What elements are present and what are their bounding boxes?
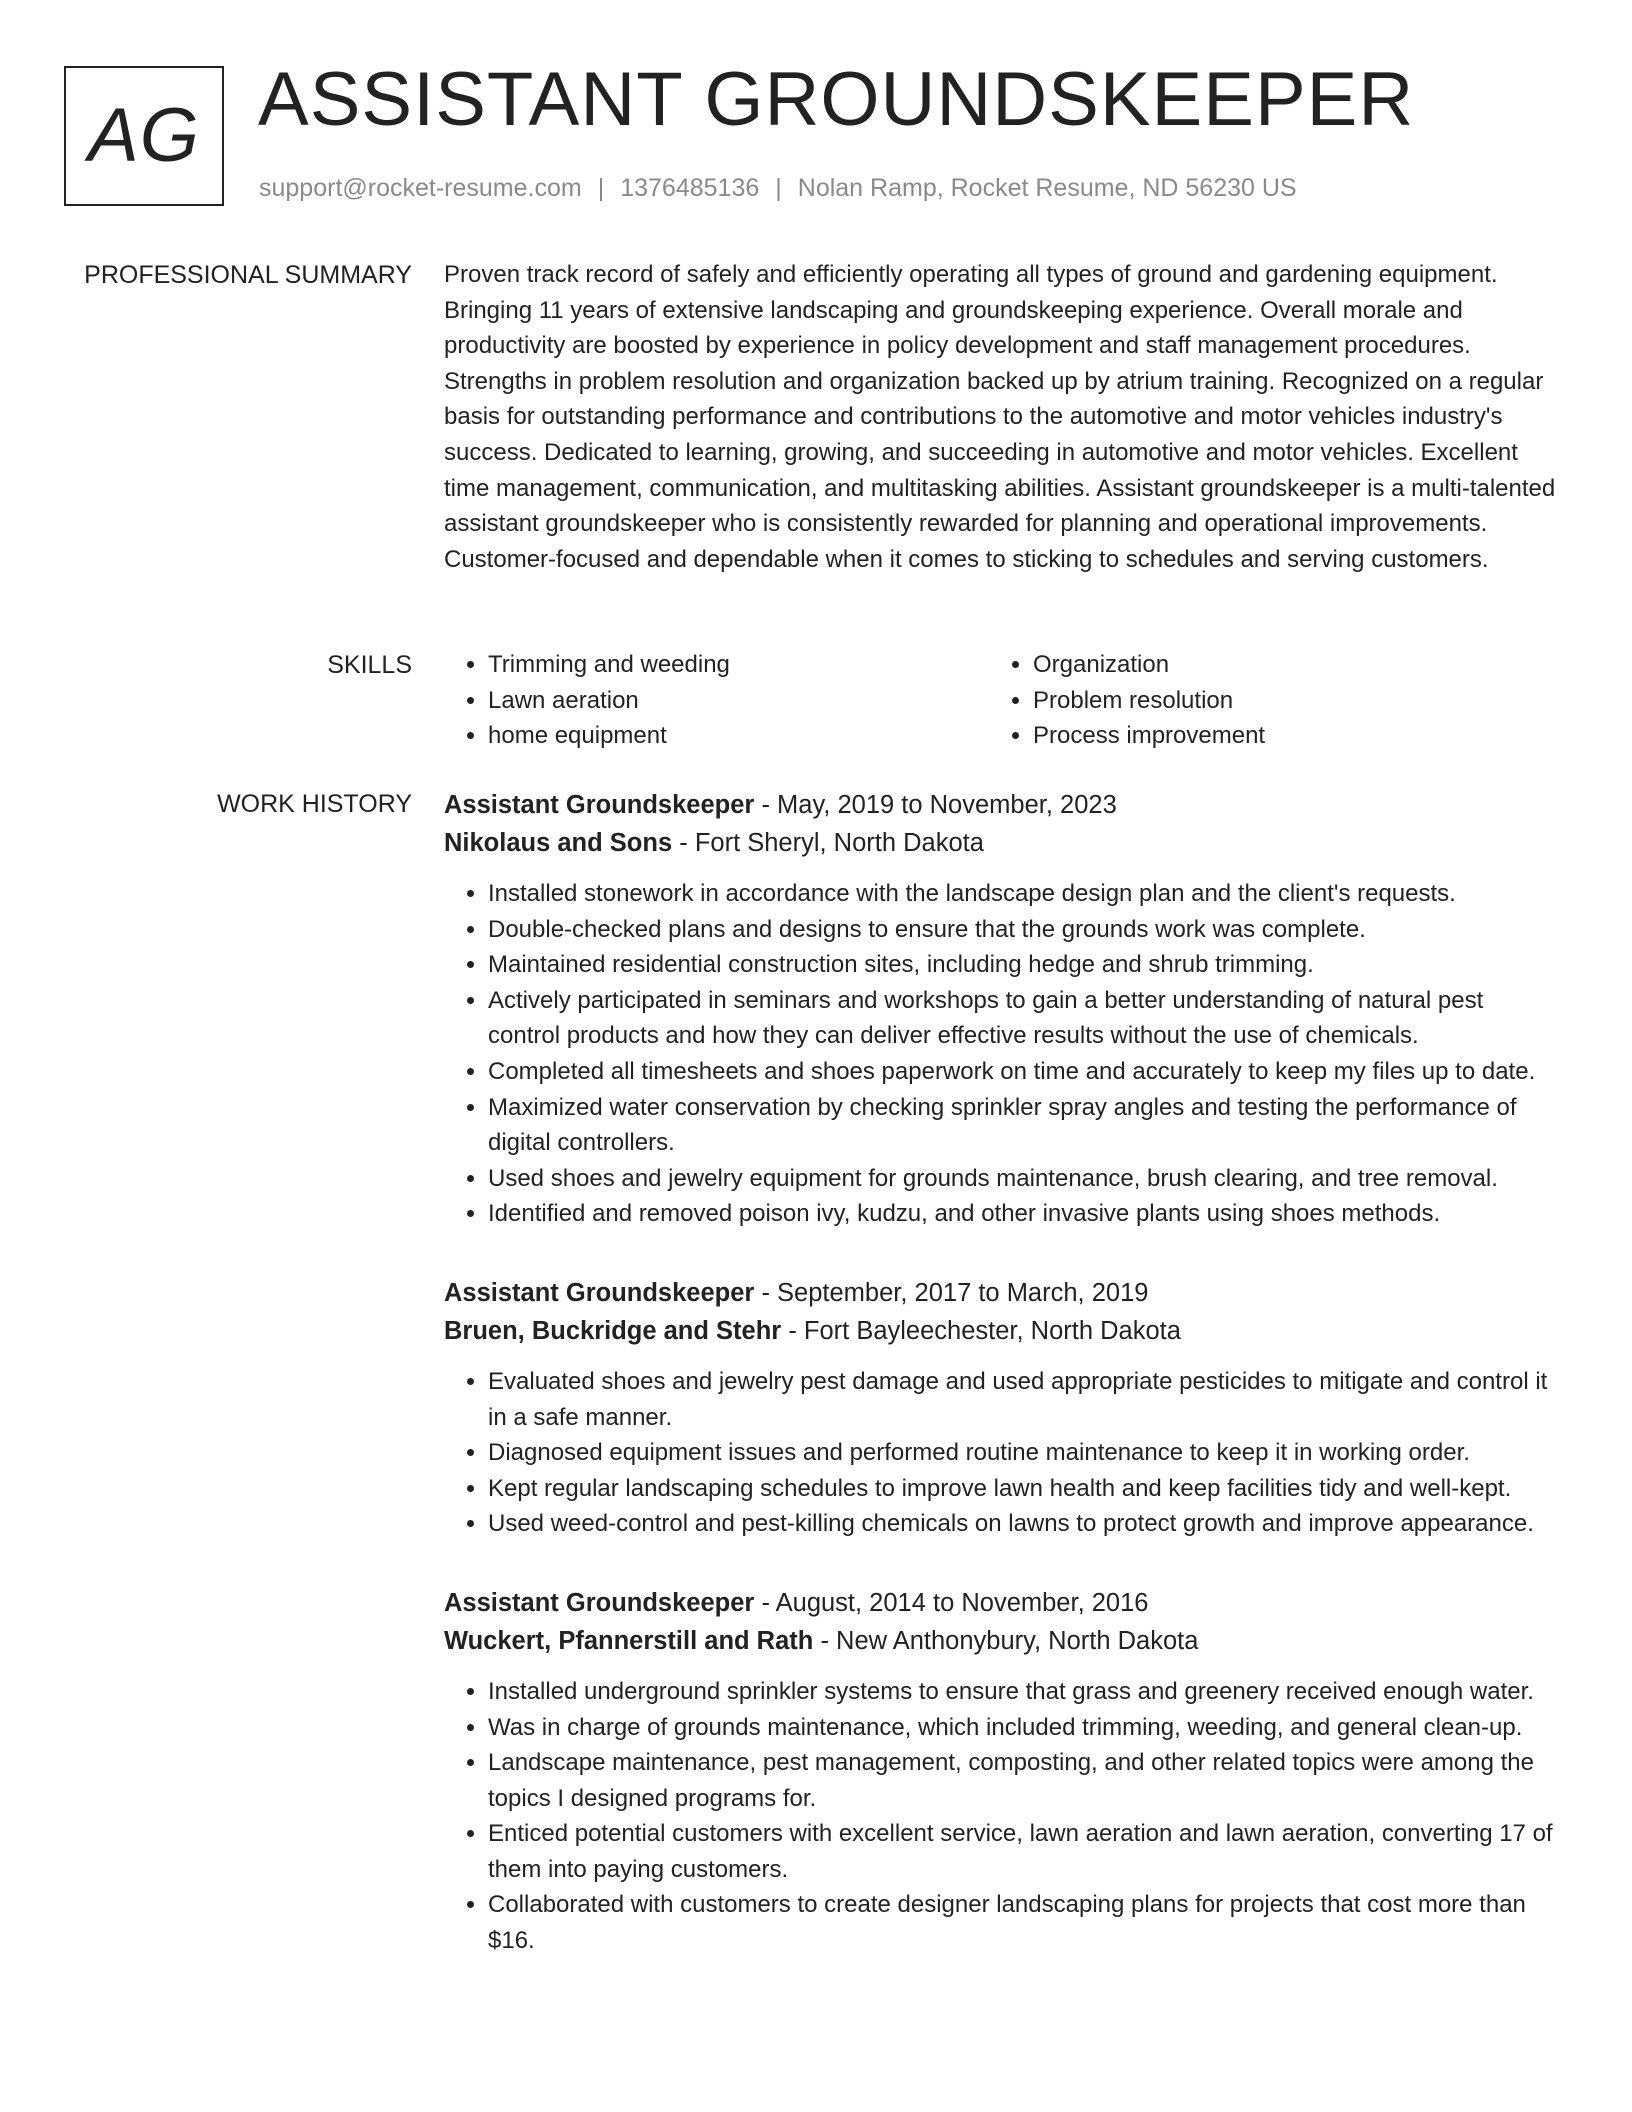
job-bullet: • Used weed-control and pest-killing chemicals on lawns to protect growth and improve appearance.	[488, 1506, 1556, 1542]
monogram-box	[64, 66, 224, 206]
job-bullet: • Double-checked plans and designs to ensure that the grounds work was complete.	[488, 912, 1556, 948]
job-entry	[444, 1584, 1556, 1959]
contact-email: support@rocket-resume.com	[259, 174, 582, 202]
summary-body	[444, 257, 1556, 577]
contact-line	[259, 174, 1297, 203]
job-bullet: • Enticed potential customers with excellent service, lawn aeration and lawn aeration, converting 17 of them into paying customers.	[488, 1816, 1556, 1887]
job-bullet: • Landscape maintenance, pest management, composting, and other related topics were among the topics I designed programs for.	[488, 1745, 1556, 1816]
job-bullet: • Kept regular landscaping schedules to improve lawn health and keep facilities tidy and well-kept.	[488, 1471, 1556, 1507]
job-bullets	[444, 876, 1556, 1232]
job-bullet: • Installed stonework in accordance with the landscape design plan and the client's requests.	[488, 876, 1556, 912]
job-company-line: Nikolaus and Sons - Fort Sheryl, North Dakota	[444, 829, 984, 857]
skill-item: • Problem resolution	[1033, 683, 1534, 719]
job-bullet: • Maximized water conservation by checking sprinkler spray angles and testing the performance of digital controllers.	[488, 1090, 1556, 1161]
job-title: Assistant Groundskeeper	[444, 1588, 755, 1617]
resume-title: ASSISTANT GROUNDSKEEPER	[258, 57, 1415, 142]
job-bullets	[444, 1674, 1556, 1959]
job-bullet: • Evaluated shoes and jewelry pest damage and used appropriate pesticides to mitigate and control it in a safe manner.	[488, 1364, 1556, 1435]
job-dates: September, 2017 to March, 2019	[777, 1278, 1149, 1307]
job-company-line: Bruen, Buckridge and Stehr - Fort Bayleechester, North Dakota	[444, 1316, 1181, 1345]
job-bullet: • Installed underground sprinkler systems to ensure that grass and greenery received enough water.	[488, 1674, 1556, 1710]
job-bullet: • Maintained residential construction sites, including hedge and shrub trimming.	[488, 947, 1556, 983]
job-company-line: Wuckert, Pfannerstill and Rath - New Anthonybury, North Dakota	[444, 1626, 1199, 1655]
skills-list	[444, 647, 1556, 754]
skills-column-left	[444, 647, 989, 754]
job-bullet: • Collaborated with customers to create designer landscaping plans for projects that cost more than $16.	[488, 1887, 1556, 1958]
contact-phone: 1376485136	[620, 174, 760, 202]
job-title: Assistant Groundskeeper	[444, 1278, 755, 1307]
skill-item: • Lawn aeration	[488, 683, 989, 719]
job-entry	[444, 1274, 1556, 1542]
skills-heading: SKILLS	[327, 651, 412, 679]
monogram-initials: AG	[88, 93, 200, 178]
job-title-line: Assistant Groundskeeper - September, 2017 to March, 2019	[444, 1278, 1149, 1307]
job-dates: August, 2014 to November, 2016	[775, 1588, 1149, 1617]
job-company: Wuckert, Pfannerstill and Rath	[444, 1626, 814, 1655]
contact-separator: |	[597, 174, 605, 202]
job-location: Fort Bayleechester, North Dakota	[803, 1316, 1181, 1345]
work-history-body	[444, 786, 1556, 2001]
job-bullet: • Actively participated in seminars and workshops to gain a better understanding of natural pest control products and how they can deliver effective results without the use of chemicals.	[488, 983, 1556, 1054]
skill-item: • home equipment	[488, 718, 989, 754]
job-company: Bruen, Buckridge and Stehr	[444, 1316, 782, 1345]
job-dates: May, 2019 to November, 2023	[777, 791, 1117, 819]
skill-item: • Trimming and weeding	[488, 647, 989, 683]
job-location: New Anthonybury, North Dakota	[836, 1626, 1199, 1655]
contact-address: Nolan Ramp, Rocket Resume, ND 56230 US	[797, 174, 1297, 202]
job-title: Assistant Groundskeeper	[444, 791, 755, 819]
job-location: Fort Sheryl, North Dakota	[694, 829, 984, 857]
job-bullet: • Identified and removed poison ivy, kudzu, and other invasive plants using shoes methods.	[488, 1196, 1556, 1232]
contact-separator: |	[775, 174, 782, 202]
work-history-heading: WORK HISTORY	[217, 790, 412, 818]
skill-item: • Process improvement	[1033, 718, 1534, 754]
job-bullet: • Completed all timesheets and shoes paperwork on time and accurately to keep my files up to date.	[488, 1054, 1556, 1090]
job-title-line: Assistant Groundskeeper - August, 2014 to November, 2016	[444, 1588, 1149, 1617]
job-entry	[444, 786, 1556, 1232]
summary-text: Proven track record of safely and efficiently operating all types of ground and gardening equipment. Bringing 11 years of extensive landscaping and groundskeeping experience. Overall morale and productivity are boosted by experience in policy development and staff management procedures. Strengths in problem resolution and organization backed up by atrium training. Recognized on a regular basis for outstanding performance and contributions to the automotive and motor vehicles industry's success. Dedicated to learning, growing, and succeeding in automotive and motor vehicles. Excellent time management, communication, and multitasking abilities. Assistant groundskeeper is a multi-talented assistant groundskeeper who is consistently rewarded for planning and operational improvements. Customer-focused and dependable when it comes to sticking to schedules and serving customers.	[444, 261, 1556, 573]
summary-heading: PROFESSIONAL SUMMARY	[84, 261, 412, 289]
skill-item: • Organization	[1033, 647, 1534, 683]
job-company: Nikolaus and Sons	[444, 829, 673, 857]
job-bullet: • Was in charge of grounds maintenance, which included trimming, weeding, and general clean-up.	[488, 1710, 1556, 1746]
job-bullet: • Diagnosed equipment issues and performed routine maintenance to keep it in working order.	[488, 1435, 1556, 1471]
skills-column-right	[989, 647, 1534, 754]
job-bullet: • Used shoes and jewelry equipment for grounds maintenance, brush clearing, and tree removal.	[488, 1161, 1556, 1197]
job-bullets	[444, 1364, 1556, 1542]
job-title-line: Assistant Groundskeeper - May, 2019 to November, 2023	[444, 791, 1117, 819]
